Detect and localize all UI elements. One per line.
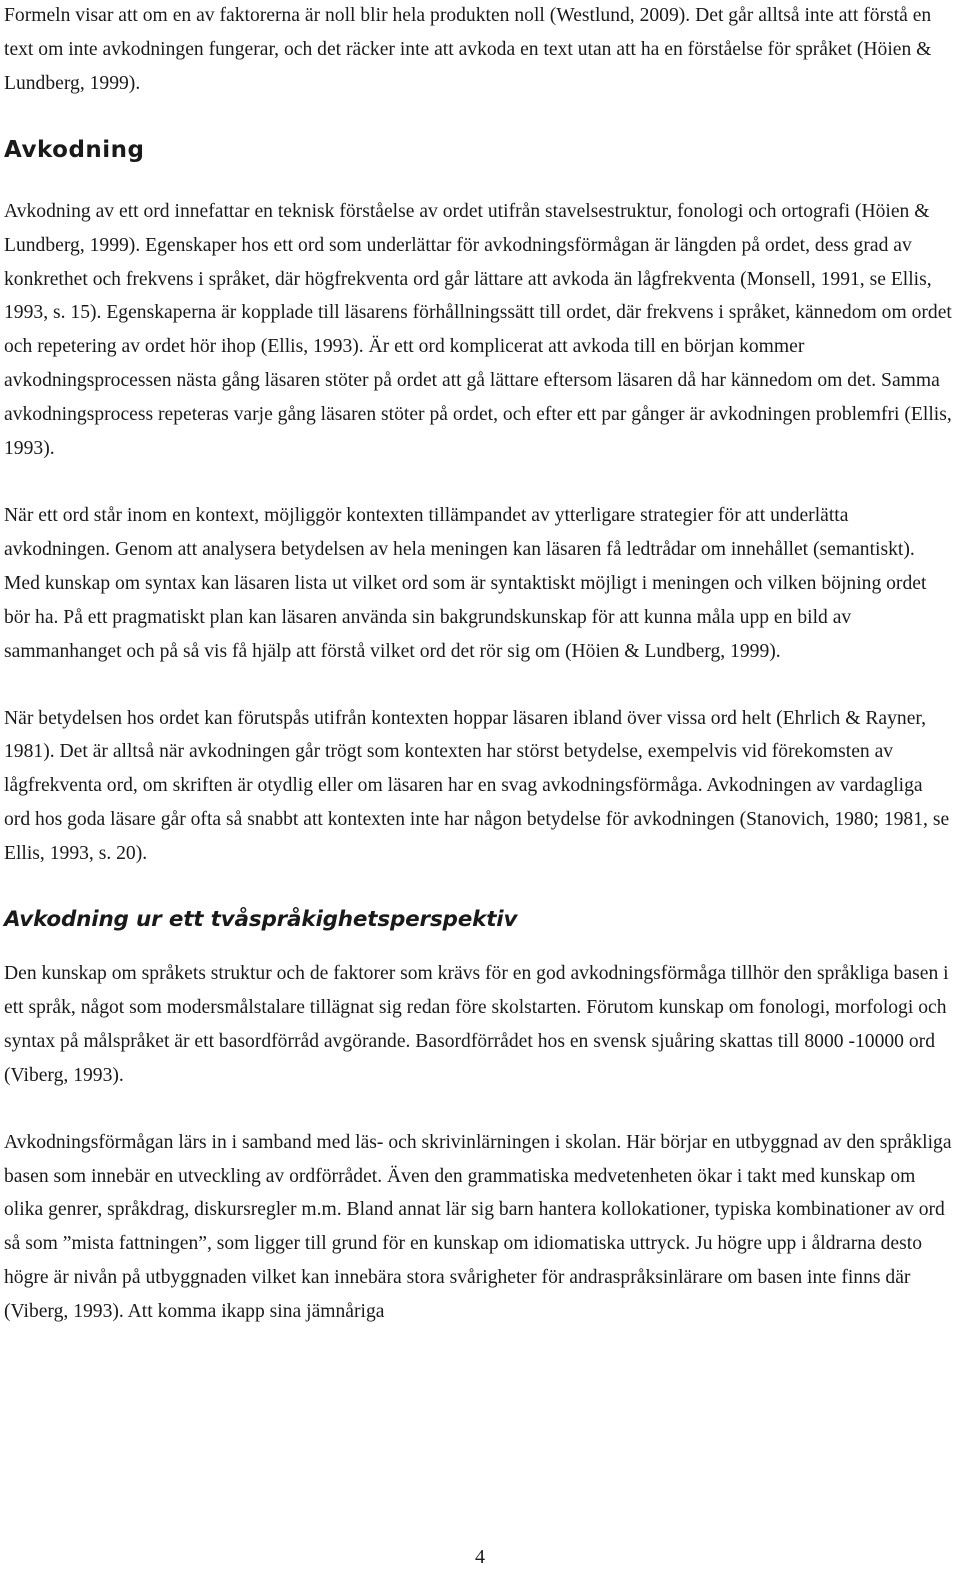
heading-avkodning: Avkodning — [4, 136, 145, 163]
paragraph-avkodning-3: När betydelsen hos ordet kan förutspås utifrån kontexten hoppar läsaren ibland över vissa ord helt (Ehrlich & Rayner, 1981). Det är alltså när avkodningen går trögt som kontexten har störst betydelse, exempelvis vid förekomsten av lågfrekventa ord, om skriften är otydlig eller om läsaren har en svag avkodningsförmåga. Avkodningen av vardagliga ord hos goda läsare går ofta så snabbt att kontexten inte har någon betydelse för avkodningen (Stanovich, 1980; 1981, se Ellis, 1993, s. 20). — [4, 707, 950, 865]
paragraph-tvasprakighet-2: Avkodningsförmågan lärs in i samband med läs- och skrivinlärningen i skolan. Här börjar en utbyggnad av den språkliga basen som innebär en utveckling av ordförrådet. Även den grammatiska medvetenheten ökar i takt med kunskap om olika genrer, språkdrag, diskursregler m.m. Bland annat lär sig barn hantera kollokationer, typiska kombinationer av ord så som ”mista fattningen”, som ligger till grund för en kunskap om idiomatiska uttryck. Ju högre upp i åldrarna desto högre är nivån på utbyggnaden vilket kan innebära stora svårigheter för andraspråksinlärare om basen inte finns där (Viberg, 1993). Att komma ikapp sina jämnåriga — [4, 1131, 952, 1323]
document-page — [4, 0, 952, 1329]
paragraph-intro: Formeln visar att om en av faktorerna är noll blir hela produkten noll (Westlund, 2009). Det går alltså inte att förstå en text om inte avkodningen fungerar, och det räcker inte att avkoda en text utan att ha en förståelse för språket (Höien & Lundberg, 1999). — [4, 5, 932, 94]
page-number: 4 — [475, 1546, 485, 1568]
heading-tvasprakighetsperspektiv: Avkodning ur ett tvåspråkighetsperspektiv — [4, 907, 518, 933]
paragraph-avkodning-2: När ett ord står inom en kontext, möjliggör kontexten tillämpandet av ytterligare strategier för att underlätta avkodningen. Genom att analysera betydelsen av hela meningen kan läsaren få ledtrådar om innehållet (semantiskt). Med kunskap om syntax kan läsaren lista ut vilket ord som är syntaktiskt möjligt i meningen och vilken böjning ordet bör ha. På ett pragmatiskt plan kan läsaren använda sin bakgrundskunskap för att kunna måla upp en bild av sammanhanget och på så vis få hjälp att förstå vilket ord det rör sig om (Höien & Lundberg, 1999). — [4, 504, 927, 662]
paragraph-tvasprakighet-1: Den kunskap om språkets struktur och de faktorer som krävs för en god avkodningsförmåga tillhör den språkliga basen i ett språk, något som modersmålstalare tillägnat sig redan före skolstarten. Förutom kunskap om fonologi, morfologi och syntax på målspråket är ett basordförråd avgörande. Basordförrådet hos en svensk sjuåring skattas till 8000 -10000 ord (Viberg, 1993). — [4, 963, 949, 1086]
paragraph-avkodning-1: Avkodning av ett ord innefattar en teknisk förståelse av ordet utifrån stavelsestruktur, fonologi och ortografi (Höien & Lundberg, 1999). Egenskaper hos ett ord som underlättar för avkodningsförmågan är längden på ordet, dess grad av konkrethet och frekvens i språket, där högfrekventa ord går lättare att avkoda än lågfrekventa (Monsell, 1991, se Ellis, 1993, s. 15). Egenskaperna är kopplade till läsarens förhållningssätt till ordet, där frekvens i språket, kännedom om ordet och repetering av ordet hör ihop (Ellis, 1993). Är ett ord komplicerat att avkoda till en början kommer avkodningsprocessen nästa gång läsaren stöter på ordet att gå lättare eftersom läsaren då har kännedom om det. Samma avkodningsprocess repeteras varje gång läsaren stöter på ordet, och efter ett par gånger är avkodningen problemfri (Ellis, 1993). — [4, 200, 952, 460]
